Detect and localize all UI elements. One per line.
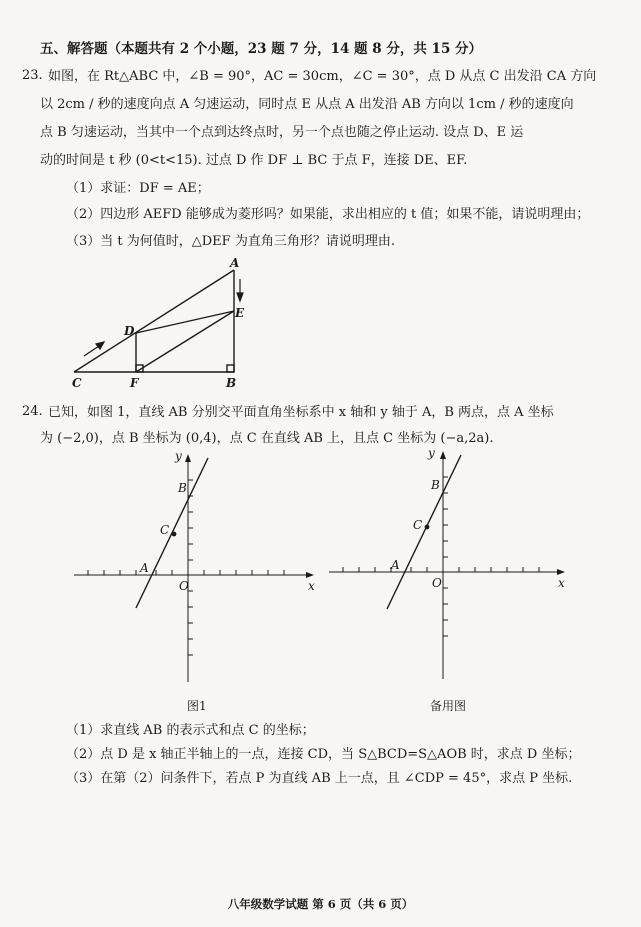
segment-EF <box>136 311 234 372</box>
right-angle-B <box>227 365 234 372</box>
x-axis-arrow <box>306 572 314 578</box>
label-O: O <box>432 576 442 590</box>
point-C <box>172 532 177 537</box>
q23-number: 23. <box>22 68 43 83</box>
q23-triangle-figure <box>60 255 260 395</box>
label-A: A <box>230 256 240 270</box>
arrow-AB <box>237 279 243 301</box>
fig1-caption: 图1 <box>187 699 207 713</box>
q24-backup-figure <box>325 447 575 687</box>
point-C <box>425 525 430 530</box>
label-C: C <box>72 376 82 390</box>
label-y: y <box>428 447 435 460</box>
q23-line-4: 动的时间是 t 秒 (0<t<15). 过点 D 作 DF ⊥ BC 于点 F，连接 DE、EF. <box>40 153 468 168</box>
line-AB <box>387 455 461 609</box>
q23-line-2: 以 2cm / 秒的速度向点 A 匀速运动，同时点 E 从点 A 出发沿 AB 方向以 1cm / 秒的速度向 <box>40 97 574 112</box>
q23-sub-2: （2）四边形 AEFD 能够成为菱形吗？如果能，求出相应的 t 值；如果不能，请说明理由； <box>66 207 590 222</box>
label-C: C <box>413 518 423 532</box>
label-O: O <box>179 579 189 593</box>
x-axis-arrow <box>557 569 565 575</box>
backup-figure-caption: 备用图 <box>430 699 467 713</box>
q24-sub-1: （1）求直线 AB 的表示式和点 C 的坐标； <box>66 723 315 738</box>
q24-line-1: 已知，如图 1，直线 AB 分别交平面直角坐标系中 x 轴和 y 轴于 A，B 两点，点 A 坐标 <box>48 405 554 420</box>
segment-DE <box>136 311 234 333</box>
q24-line-2: 为 (−2,0)，点 B 坐标为 (0,4)，点 C 在直线 AB 上，且点 C 坐标为 (−a,2a). <box>40 431 494 446</box>
label-y: y <box>175 450 182 463</box>
label-A: A <box>391 558 400 572</box>
q24-sub-2: （2）点 D 是 x 轴正半轴上的一点，连接 CD，当 S△BCD=S△AOB 时，求点 D 坐标； <box>66 747 581 762</box>
label-E: E <box>235 306 245 320</box>
q24-number: 24. <box>22 404 43 419</box>
y-axis-arrow <box>440 451 446 459</box>
label-C: C <box>160 523 170 537</box>
label-x: x <box>558 576 565 590</box>
label-B: B <box>178 481 187 495</box>
label-x: x <box>308 579 315 593</box>
label-B: B <box>431 478 440 492</box>
q23-line-3: 点 B 匀速运动，当其中一个点到达终点时，另一个点也随之停止运动. 设点 D、E 运 <box>40 125 524 140</box>
q23-line-1: 如图，在 Rt△ABC 中，∠B = 90°，AC = 30cm，∠C = 30°，点 D 从点 C 出发沿 CA 方向 <box>48 69 597 84</box>
q23-sub-1: （1）求证：DF = AE； <box>66 181 210 196</box>
q24-sub-3: （3）在第（2）问条件下，若点 P 为直线 AB 上一点，且 ∠CDP = 45°，求点 P 坐标. <box>66 771 573 786</box>
arrow-CA <box>84 342 104 356</box>
section-header: 五、解答题（本题共有 2 个小题，23 题 7 分，14 题 8 分，共 15 分） <box>40 41 483 57</box>
y-axis-arrow <box>185 454 191 462</box>
label-D: D <box>124 324 135 338</box>
q24-figure-1 <box>70 450 320 690</box>
q23-sub-3: （3）当 t 为何值时，△DEF 为直角三角形？请说明理由. <box>66 234 395 249</box>
segment-CA <box>74 270 234 372</box>
label-F: F <box>130 376 139 390</box>
label-B: B <box>226 376 237 390</box>
page-footer: 八年级数学试题 第 6 页（共 6 页） <box>227 897 414 911</box>
label-A: A <box>140 561 149 575</box>
